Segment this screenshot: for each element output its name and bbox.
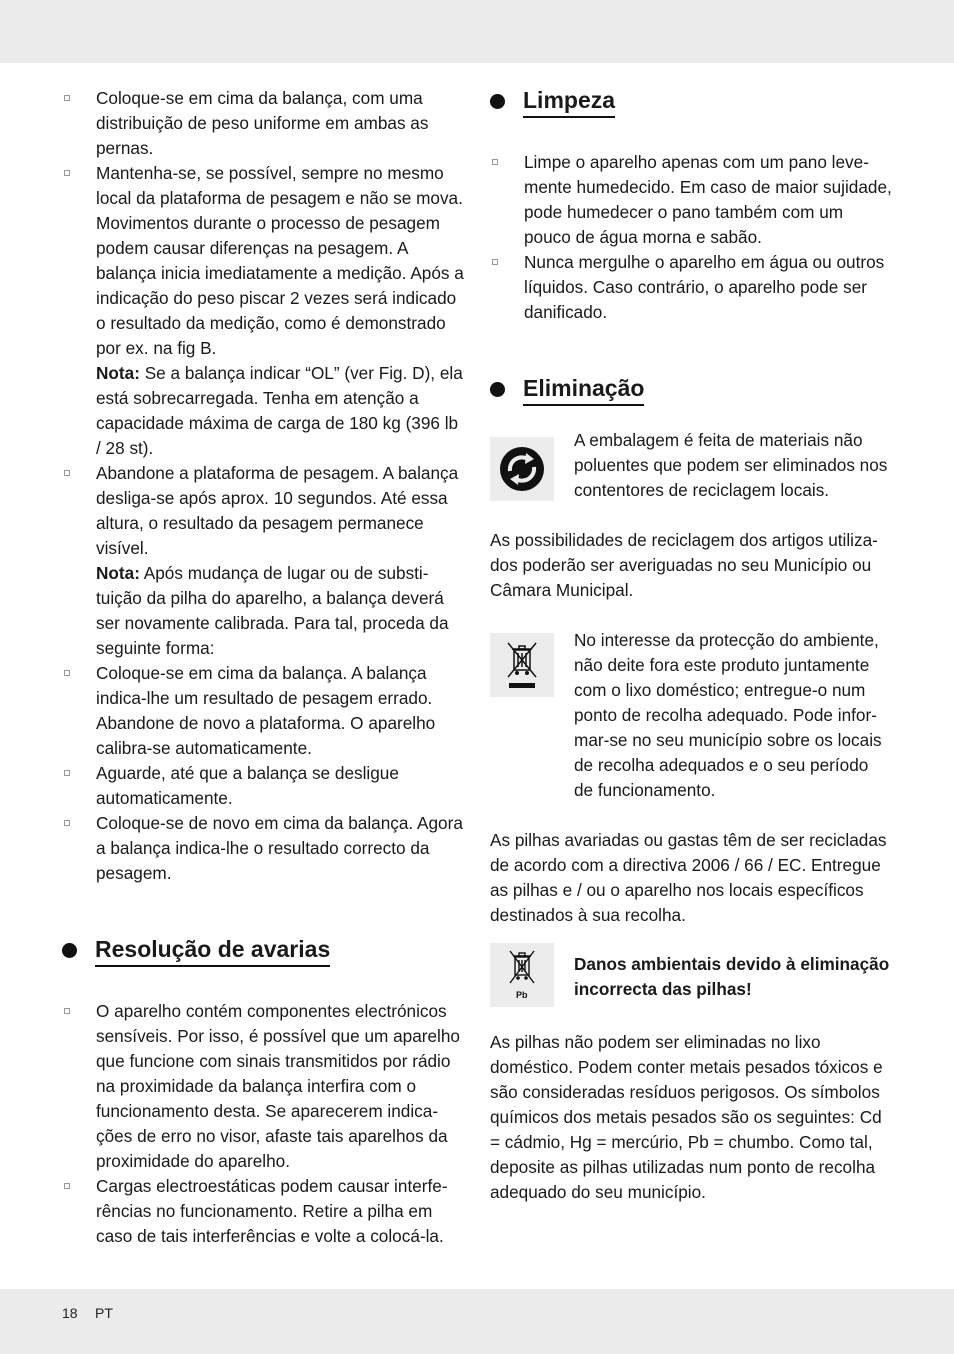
section-title: Resolução de avarias — [95, 934, 330, 967]
right-column — [490, 86, 892, 1205]
list-item — [62, 86, 465, 161]
note — [96, 361, 465, 461]
note-text: Após mudança de lugar ou de substituição da pilha do aparelho, a balança deverá ser novamente calibrada. Para tal, proceda da seguinte forma: — [96, 563, 449, 658]
section-heading-disposal — [490, 373, 892, 406]
page-number: 18 — [62, 1305, 78, 1321]
item-text: Cargas electroestáticas podem causar interferências no funcionamento. Retire a pilha em caso de tais interferências e volte a colocá-la. — [96, 1176, 448, 1246]
bullet-dot-icon — [490, 382, 505, 397]
weee-text: No interesse da protecção do ambiente, não deite fora este produto juntamente com o lixo doméstico; entregue-o num ponto de recolha adequado. Pode informar-se no seu município sobre os locais de recolha adequados e o seu período de funcionamento. — [574, 630, 882, 800]
crossed-bin-pb-icon — [490, 943, 554, 1007]
list-item — [62, 661, 465, 761]
step-text: Coloque-se em cima da balança, com uma distribuição de peso uniforme em ambas as pernas. — [96, 88, 429, 158]
language-code: PT — [95, 1305, 113, 1321]
recycling-text: As possibilidades de reciclagem dos artigos utilizados poderão ser averiguadas no seu Município ou Câmara Municipal. — [490, 530, 878, 600]
checkbox-bullet-icon — [64, 1008, 70, 1014]
step-text: Coloque-se de novo em cima da balança. Agora a balança indica-lhe o resultado correcto da pesagem. — [96, 813, 463, 883]
header-band — [0, 0, 954, 63]
left-column — [62, 86, 465, 1249]
checkbox-bullet-icon — [64, 1183, 70, 1189]
list-item — [490, 150, 892, 250]
battery-warning-block — [490, 943, 892, 1007]
warning-text: Danos ambientais devido à eliminação incorrecta das pilhas! — [574, 954, 890, 999]
step-text: Abandone a plataforma de pesagem. A balança desliga-se após aprox. 10 segundos. Até essa altura, o resultado da pesagem permanece visível. — [96, 463, 459, 558]
checkbox-bullet-icon — [64, 95, 70, 101]
item-text: Nunca mergulhe o aparelho em água ou outros líquidos. Caso contrário, o aparelho pode ser danificado. — [524, 252, 885, 322]
battery-text: As pilhas avariadas ou gastas têm de ser recicladas de acordo com a directiva 2006 / 66 / EC. Entregue as pilhas e / ou o aparelho nos locais específicos destinados à sua recolha. — [490, 830, 887, 925]
list-item — [62, 1174, 465, 1249]
list-item — [490, 250, 892, 325]
step-text: Coloque-se em cima da balança. A balança indica-lhe um resultado de pesagem errado. Abandone de novo a plataforma. O aparelho calibra-se automaticamente. — [96, 663, 436, 758]
list-item — [62, 461, 465, 661]
weee-block — [490, 628, 892, 803]
checkbox-bullet-icon — [64, 820, 70, 826]
packaging-block — [490, 428, 892, 503]
list-item — [62, 811, 465, 886]
recycling-icon — [490, 437, 554, 501]
list-item — [62, 761, 465, 811]
pb-label: Pb — [516, 990, 528, 1000]
step-text: Aguarde, até que a balança se desligue automaticamente. — [96, 763, 399, 808]
note-label: Nota: — [96, 363, 140, 383]
checkbox-bullet-icon — [492, 259, 498, 265]
crossed-bin-icon — [490, 633, 554, 697]
list-item — [62, 161, 465, 461]
section-heading-troubleshooting — [62, 934, 465, 967]
step-text: Mantenha-se, se possível, sempre no mesmo local da plataforma de pesagem e não se mova. Movimentos durante o processo de pesagem podem causar diferenças na pesagem. A balança inicia imediatamente a medição. Após a indicação do peso piscar 2 vezes será indicado o resultado da medição, como é demonstrado por ex. na fig B. — [96, 163, 464, 358]
checkbox-bullet-icon — [64, 170, 70, 176]
checkbox-bullet-icon — [64, 670, 70, 676]
item-text: Limpe o aparelho apenas com um pano levemente humedecido. Em caso de maior sujidade, pode humedecer o pano também com um pouco de água morna e sabão. — [524, 152, 892, 247]
section-heading-cleaning — [490, 85, 892, 118]
note-text: Se a balança indicar “OL” (ver Fig. D), ela está sobrecarregada. Tenha em atenção a capacidade máxima de carga de 180 kg (396 lb / 28 st). — [96, 363, 463, 458]
packaging-text: A embalagem é feita de materiais não poluentes que podem ser eliminados nos contentores de reciclagem locais. — [574, 430, 888, 500]
bullet-dot-icon — [62, 943, 77, 958]
section-title: Limpeza — [523, 85, 615, 118]
bullet-dot-icon — [490, 94, 505, 109]
note — [96, 561, 465, 661]
list-item — [62, 999, 465, 1174]
checkbox-bullet-icon — [492, 159, 498, 165]
item-text: O aparelho contém componentes electrónicos sensíveis. Por isso, é possível que um aparelho que funcione com sinais transmitidos por rádio na proximidade da balança interfira com o funcionamento desta. Se aparecerem indicações de erro no visor, afaste tais aparelhos da proximidade do aparelho. — [96, 1001, 460, 1171]
note-label: Nota: — [96, 563, 140, 583]
checkbox-bullet-icon — [64, 770, 70, 776]
checkbox-bullet-icon — [64, 470, 70, 476]
heavy-metals-text: As pilhas não podem ser eliminadas no lixo doméstico. Podem conter metais pesados tóxicos e são consideradas resíduos perigosos. Os símbolos químicos dos metais pesados são os seguintes: Cd = cádmio, Hg = mercúrio, Pb = chumbo. Como tal, deposite as pilhas utilizadas num ponto de recolha adequado do seu município. — [490, 1032, 883, 1202]
footer-band — [0, 1289, 954, 1354]
section-title: Eliminação — [523, 373, 644, 406]
